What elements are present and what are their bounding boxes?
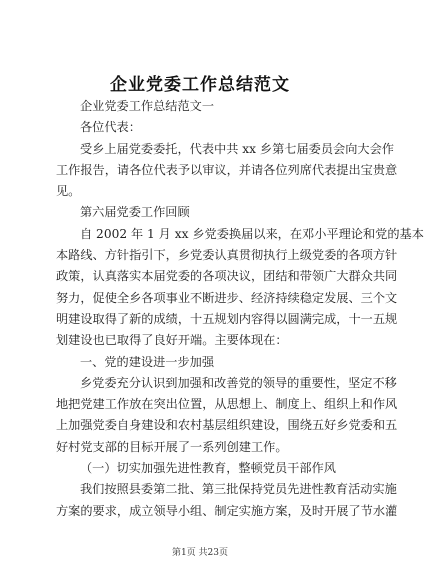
paragraph-line: 见。 bbox=[56, 184, 81, 199]
paragraph-line: 工作报告，请各位代表予以审议，并请各位列席代表提出宝贵意 bbox=[56, 162, 398, 177]
paragraph-line: 方案的要求，成立领导小组、制定实施方案，及时开展了节水灌 bbox=[56, 503, 398, 518]
subtitle-line: 企业党委工作总结范文一 bbox=[80, 99, 215, 113]
paragraph-line: 划建设也已取得了良好开端。主要体现在： bbox=[56, 333, 288, 348]
page-number-footer: 第1页 共23页 bbox=[171, 548, 229, 558]
paragraph-line: 我们按照县委第二批、第三批保持党员先进性教育活动实施 bbox=[80, 482, 397, 497]
section-heading: 一、党的建设进一步加强 bbox=[80, 354, 215, 369]
salutation-line: 各位代表： bbox=[80, 120, 141, 135]
paragraph-line: 乡党委充分认识到加强和改善党的领导的重要性，坚定不移 bbox=[80, 375, 397, 390]
paragraph-line: 本路线、方针指引下，乡党委认真贯彻执行上级党委的各项方针 bbox=[56, 248, 398, 263]
document-title: 企业党委工作总结范文 bbox=[110, 75, 290, 95]
paragraph-line: 地把党建工作放在突出位置，从思想上、制度上、组织上和作风 bbox=[56, 397, 398, 412]
paragraph-line: 好村党支部的目标开展了一系列创建工作。 bbox=[56, 439, 288, 454]
paragraph-line: 政策，认真落实本届党委的各项决议，团结和带领广大群众共同 bbox=[56, 269, 398, 284]
section-heading: 第六届党委工作回顾 bbox=[80, 205, 190, 220]
subsection-heading: （一）切实加强先进性教育，整顿党员干部作风 bbox=[80, 461, 336, 476]
document-body bbox=[56, 96, 424, 522]
paragraph-line: 上加强党委自身建设和农村基层组织建设，围绕五好乡党委和五 bbox=[56, 418, 398, 433]
paragraph-line: 自 2002 年 1 月 xx 乡党委换届以来，在邓小平理论和党的基本 bbox=[80, 226, 424, 241]
paragraph-line: 受乡上届党委委托，代表中共 xx 乡第七届委员会向大会作 bbox=[80, 141, 394, 156]
paragraph-line: 努力，促使全乡各项事业不断进步、经济持续稳定发展、三个文 bbox=[56, 290, 398, 305]
paragraph-line: 明建设取得了新的成绩，十五规划内容得以圆满完成，十一五规 bbox=[56, 311, 398, 326]
